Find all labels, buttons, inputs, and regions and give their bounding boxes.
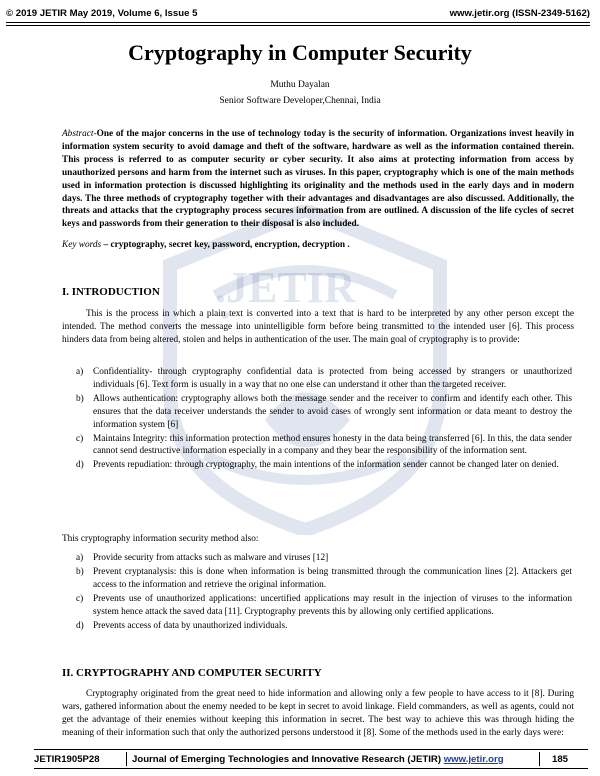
header-citation: © 2019 JETIR May 2019, Volume 6, Issue 5 — [6, 8, 198, 19]
watermark-text: .JETIR — [215, 263, 356, 312]
intro-paragraph: This is the process in which a plain text is converted into a text that is hard to be interpreted by any other person except the intended. The method converts the message into unintelligible form before being transmitted to the intended user [6]. This process hinders data from being altered, stolen and helps in authentication of the user. The main goal of cryptography is to provide: — [62, 309, 574, 345]
list-item — [62, 566, 572, 592]
footer-journal — [132, 754, 504, 765]
footer-bottom-rule — [34, 768, 588, 769]
footer-paper-code: JETIR1905P28 — [34, 754, 100, 765]
list-item-text: Prevent cryptanalysis: this is done when information is being transmitted through the communication lines [2]. Attackers get access to the information and retrieve the original information. — [93, 566, 572, 590]
section-heading-introduction: I. INTRODUCTION — [62, 286, 160, 298]
list-item-text: Prevents use of unauthorized applications: uncertified applications may result in the injection of viruses to the information system hence attack the saved data [11]. Cryptography prevents this by allowing only certified applications. — [93, 593, 572, 617]
footer-website-link[interactable]: www.jetir.org — [443, 754, 504, 765]
footer-journal-name: Journal of Emerging Technologies and Innovative Research (JETIR) — [132, 754, 444, 765]
keywords-text: – cryptography, secret key, password, encryption, decryption . — [101, 240, 350, 250]
list-item — [62, 552, 572, 565]
list-item — [62, 393, 572, 432]
list-item — [62, 459, 572, 472]
author-name: Muthu Dayalan — [270, 80, 330, 90]
footer-page-number: 185 — [552, 754, 569, 765]
abstract-label: Abstract- — [62, 129, 97, 139]
list-marker: c) — [76, 433, 84, 444]
author-affiliation: Senior Software Developer,Chennai, India — [219, 96, 381, 106]
list-item — [62, 366, 572, 392]
abstract-text: One of the major concerns in the use of technology today is the security of information. Organizations invest heavily in information system security to avoid damage and theft of the software, hardware as well as the information contained therein. This process is referred to as computer security or cyber security. It also aims at protecting information from access by unauthorized persons and harm from the internet such as viruses. In this paper, cryptography which is one of the main methods used in information protection is discussed highlighting its originality and the methods used in the early days and in modern days. The three methods of cryptography together with their advantages and disadvantages are also discussed. Additionally, the threats and attacks that the cryptography process secures information from are outlined. A discussion of the life cycles of secret keys and passwords from their generation to their disposal is also included. — [62, 129, 574, 230]
section-heading-crypto-security: II. CRYPTOGRAPHY AND COMPUTER SECURITY — [62, 667, 322, 679]
list-item — [62, 620, 572, 633]
list-marker: d) — [76, 620, 84, 631]
section2-paragraph: Cryptography originated from the great need to hide information and allowing only a few people to have access to it [8]. During wars, gathered information about the enemy needed to be kept in secret to avoid linkage. Field commanders, as well as agents, could not get the advantage of their enemies without keeping this information in secret. The best way to achieve this was through hiding the meaning of their information such that only the authorized persons understood it [8]. Some of the methods used in the early days were: — [62, 689, 574, 738]
list-item-text: Prevents access of data by unauthorized individuals. — [93, 620, 288, 631]
also-list — [62, 552, 572, 633]
keywords-label: Key words — [62, 240, 102, 250]
also-lead-text: This cryptography information security method also: — [62, 534, 259, 544]
list-marker: b) — [76, 566, 84, 577]
list-marker: b) — [76, 393, 84, 404]
header-rule — [6, 22, 590, 23]
list-marker: a) — [76, 553, 84, 563]
list-item — [62, 433, 572, 459]
list-item — [62, 593, 572, 619]
running-footer — [34, 752, 588, 768]
footer-rule — [34, 749, 588, 750]
list-item-text: Maintains Integrity: this information protection method ensures honesty in the data being transferred [6]. In this, the data sender cannot send destructive information especially in a company and they bear the responsibility of the information sent. — [93, 433, 572, 457]
list-marker: a) — [76, 367, 84, 377]
list-item-text: Provide security from attacks such as malware and viruses [12] — [93, 553, 329, 563]
list-item-text: Allows authentication: cryptography allows both the message sender and the receiver to confirm and identify each other. This ensures that the data receiver understands the sender to avoid cases of wrongly sent information or data meant to destroy the information system [6] — [93, 393, 572, 430]
abstract — [62, 128, 574, 231]
paper-title: Cryptography in Computer Security — [128, 40, 472, 65]
header-website: www.jetir.org (ISSN-2349-5162) — [449, 8, 590, 19]
goals-list — [62, 366, 572, 473]
list-marker: d) — [76, 460, 84, 471]
running-header — [6, 8, 590, 22]
footer-separator — [539, 752, 540, 766]
footer-separator — [126, 752, 127, 766]
list-item-text: Prevents repudiation: through cryptography, the main intentions of the information sender cannot be changed later on denied. — [93, 460, 559, 471]
list-item-text: Confidentiality- through cryptography confidential data is protected from being accessed by strangers or unauthorized individuals [6]. Text form is usually in a way that no one else can understand it other than the targeted receiver. — [93, 367, 572, 390]
keywords — [62, 239, 574, 252]
header-rule-double — [6, 25, 590, 26]
list-marker: c) — [76, 593, 84, 604]
